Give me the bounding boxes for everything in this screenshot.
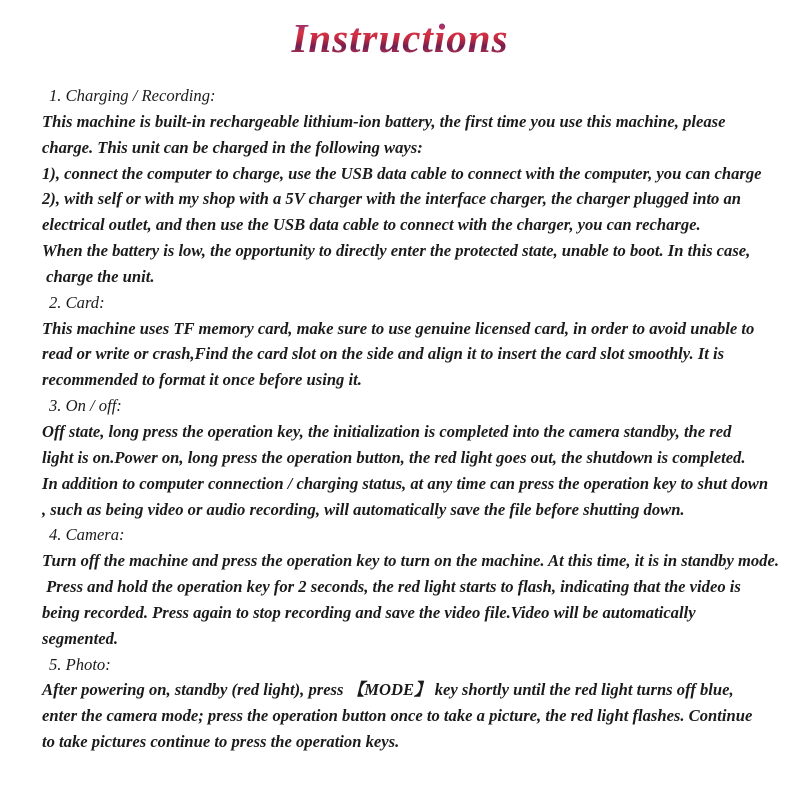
body-line: After powering on, standby (red light), press 【MODE】 key shortly until the red light turns off blue, — [42, 680, 734, 700]
section-heading: 1. Charging / Recording: — [49, 86, 216, 105]
instructions-body — [42, 83, 779, 755]
body-line: , such as being video or audio recording, will automatically save the file before shutting down. — [42, 499, 685, 519]
body-line: light is on.Power on, long press the operation button, the red light goes out, the shutdown is completed. — [42, 447, 746, 467]
body-line: read or write or crash,Find the card slot on the side and align it to insert the card slot smoothly. It is — [42, 344, 725, 364]
body-line: to take pictures continue to press the operation keys. — [42, 732, 400, 752]
body-line: When the battery is low, the opportunity to directly enter the protected state, unable to boot. In this case, — [42, 241, 751, 261]
body-line: Press and hold the operation key for 2 seconds, the red light starts to flash, indicating that the video is — [42, 577, 741, 597]
section-heading: 5. Photo: — [49, 654, 111, 674]
body-line: segmented. — [42, 628, 119, 648]
body-line: 1), connect the computer to charge, use the USB data cable to connect with the computer, you can charge — [42, 163, 762, 183]
section-heading: 4. Camera: — [49, 525, 125, 545]
body-line: 2), with self or with my shop with a 5V charger with the interface charger, the charger plugged into an — [42, 189, 742, 209]
body-line: Off state, long press the operation key, the initialization is completed into the camera standby, the red — [42, 421, 732, 441]
page-title: Instructions — [0, 14, 800, 62]
body-line: In addition to computer connection / charging status, at any time can press the operation key to shut down — [42, 473, 769, 493]
body-line: being recorded. Press again to stop recording and save the video file.Video will be automatically — [42, 602, 696, 622]
body-line: This machine uses TF memory card, make sure to use genuine licensed card, in order to avoid unable to — [42, 318, 755, 338]
body-line: charge the unit. — [42, 266, 155, 286]
body-line: enter the camera mode; press the operation button once to take a picture, the red light flashes. Continue — [42, 706, 753, 726]
body-line: This machine is built-in rechargeable lithium-ion battery, the first time you use this machine, please — [42, 111, 726, 131]
body-line: electrical outlet, and then use the USB data cable to connect with the charger, you can recharge. — [42, 215, 701, 235]
section-heading: 3. On / off: — [49, 396, 122, 416]
section-heading: 2. Card: — [49, 292, 105, 312]
body-line: recommended to format it once before using it. — [42, 370, 362, 390]
body-line: Turn off the machine and press the operation key to turn on the machine. At this time, it is in standby mode. — [42, 551, 779, 571]
body-line: charge. This unit can be charged in the following ways: — [42, 137, 423, 157]
